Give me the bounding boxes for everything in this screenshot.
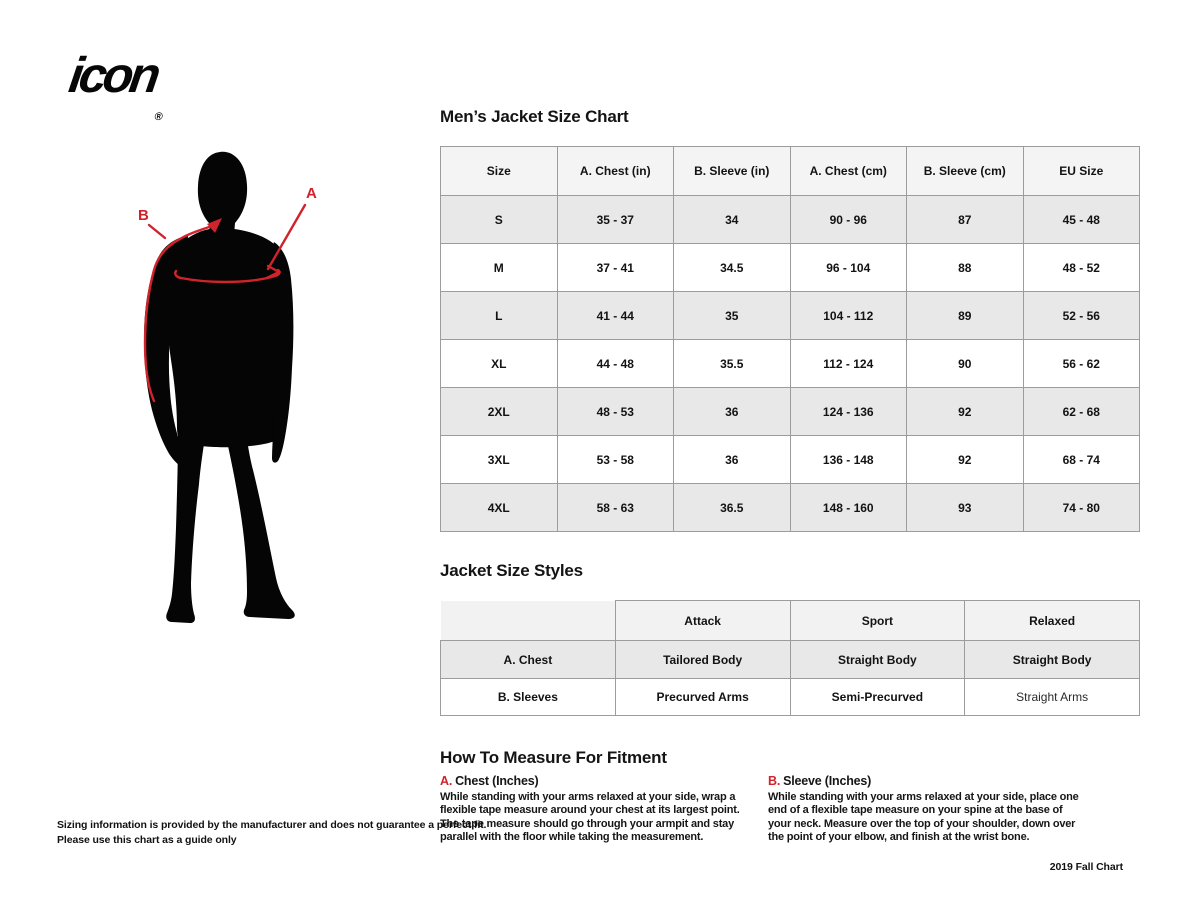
cell-s-sleeve-cm: 87 [907,196,1024,244]
cell-4xl-eu: 74 - 80 [1023,484,1140,532]
styles-row-chest [441,641,1140,679]
style-header-relaxed: Relaxed [965,601,1140,641]
measure-sleeve-line-4: the point of your elbow, and finish at the wrist bone. [768,831,1030,844]
cell-3xl-size: 3XL [441,436,558,484]
cell-xl-sleeve-cm: 90 [907,340,1024,388]
style-header-attack: Attack [615,601,790,641]
measure-chest-label: Chest (Inches) [455,774,539,788]
styles-row-chest-header: A. Chest [441,641,616,679]
measure-chest-prefix: A. [440,774,453,788]
cell-s-eu: 45 - 48 [1023,196,1140,244]
cell-xl-chest-in: 44 - 48 [557,340,674,388]
cell-3xl-chest-cm: 136 - 148 [790,436,907,484]
styles-header-row [441,601,1140,641]
styles-title: Jacket Size Styles [440,561,583,580]
cell-s-chest-in: 35 - 37 [557,196,674,244]
size-table-header-row [441,147,1140,196]
measure-sleeve-line-3: your neck. Measure over the top of your shoulder, down over [768,817,1076,830]
style-header-sport: Sport [790,601,965,641]
measure-sleeve-prefix: B. [768,774,781,788]
cell-xl-eu: 56 - 62 [1023,340,1140,388]
cell-m-chest-cm: 96 - 104 [790,244,907,292]
b-pointer-line [149,225,165,238]
cell-sleeves-relaxed: Straight Arms [965,679,1140,716]
cell-chest-sport: Straight Body [790,641,965,679]
col-header-chest-in: A. Chest (in) [557,147,674,196]
cell-2xl-eu: 62 - 68 [1023,388,1140,436]
cell-xl-size: XL [441,340,558,388]
styles-row-sleeves [441,679,1140,716]
cell-2xl-sleeve-in: 36 [674,388,791,436]
cell-3xl-sleeve-cm: 92 [907,436,1024,484]
male-silhouette-figure [100,140,360,640]
cell-m-eu: 48 - 52 [1023,244,1140,292]
size-row-l [441,292,1140,340]
icon-logo-text: icon [65,47,161,103]
measure-sleeve-line-2: end of a flexible tape measure on your spine at the base of [768,804,1063,817]
cell-l-chest-cm: 104 - 112 [790,292,907,340]
col-header-sleeve-cm: B. Sleeve (cm) [907,147,1024,196]
cell-3xl-eu: 68 - 74 [1023,436,1140,484]
cell-4xl-sleeve-in: 36.5 [674,484,791,532]
icon-logo [63,47,172,123]
cell-chest-attack: Tailored Body [615,641,790,679]
size-row-s [441,196,1140,244]
cell-l-chest-in: 41 - 44 [557,292,674,340]
cell-l-sleeve-in: 35 [674,292,791,340]
cell-3xl-sleeve-in: 36 [674,436,791,484]
size-row-3xl [441,436,1140,484]
cell-l-size: L [441,292,558,340]
cell-4xl-chest-cm: 148 - 160 [790,484,907,532]
disclaimer-line-1: Sizing information is provided by the manufacturer and does not guarantee a perfect fit. [57,819,487,831]
cell-s-sleeve-in: 34 [674,196,791,244]
measure-title: How To Measure For Fitment [440,748,667,767]
cell-s-size: S [441,196,558,244]
cell-sleeves-sport: Semi-Precurved [790,679,965,716]
cell-4xl-sleeve-cm: 93 [907,484,1024,532]
measure-sleeve-heading [768,775,1108,789]
measure-chest-line-3: The tape measure should go through your armpit and stay [440,817,734,830]
styles-corner-cell [441,601,616,641]
cell-s-chest-cm: 90 - 96 [790,196,907,244]
measure-sleeve-label: Sleeve (Inches) [783,774,872,788]
col-header-eu-size: EU Size [1023,147,1140,196]
cell-2xl-chest-in: 48 - 53 [557,388,674,436]
cell-2xl-chest-cm: 124 - 136 [790,388,907,436]
cell-chest-relaxed: Straight Body [965,641,1140,679]
cell-xl-sleeve-in: 35.5 [674,340,791,388]
col-header-sleeve-in: B. Sleeve (in) [674,147,791,196]
cell-2xl-size: 2XL [441,388,558,436]
size-row-2xl [441,388,1140,436]
size-chart-title: Men’s Jacket Size Chart [440,107,629,126]
cell-m-sleeve-cm: 88 [907,244,1024,292]
size-row-m [441,244,1140,292]
col-header-size: Size [441,147,558,196]
measure-chest-line-2: flexible tape measure around your chest at its largest point. [440,804,740,817]
sizing-disclaimer [57,818,486,848]
measure-section-sleeve [768,775,1108,845]
styles-row-sleeves-header: B. Sleeves [441,679,616,716]
chart-version: 2019 Fall Chart [1049,861,1123,873]
figure-label-a: A [306,185,317,202]
cell-3xl-chest-in: 53 - 58 [557,436,674,484]
jacket-size-styles-table [440,600,1140,716]
cell-l-sleeve-cm: 89 [907,292,1024,340]
cell-l-eu: 52 - 56 [1023,292,1140,340]
disclaimer-line-2: Please use this chart as a guide only [57,834,237,846]
measure-chest-line-1: While standing with your arms relaxed at your side, wrap a [440,790,736,803]
cell-2xl-sleeve-cm: 92 [907,388,1024,436]
col-header-chest-cm: A. Chest (cm) [790,147,907,196]
size-row-4xl [441,484,1140,532]
cell-m-chest-in: 37 - 41 [557,244,674,292]
measure-section-chest [440,775,765,845]
measure-chest-line-4: parallel with the floor while taking the measurement. [440,831,704,844]
cell-4xl-chest-in: 58 - 63 [557,484,674,532]
cell-m-size: M [441,244,558,292]
registered-trademark-icon: ® [153,111,164,123]
cell-m-sleeve-in: 34.5 [674,244,791,292]
cell-sleeves-attack: Precurved Arms [615,679,790,716]
size-row-xl [441,340,1140,388]
cell-4xl-size: 4XL [441,484,558,532]
mens-jacket-size-table [440,146,1140,532]
measure-chest-heading [440,775,765,789]
measure-sleeve-line-1: While standing with your arms relaxed at your side, place one [768,790,1079,803]
cell-xl-chest-cm: 112 - 124 [790,340,907,388]
figure-label-b: B [138,207,149,224]
